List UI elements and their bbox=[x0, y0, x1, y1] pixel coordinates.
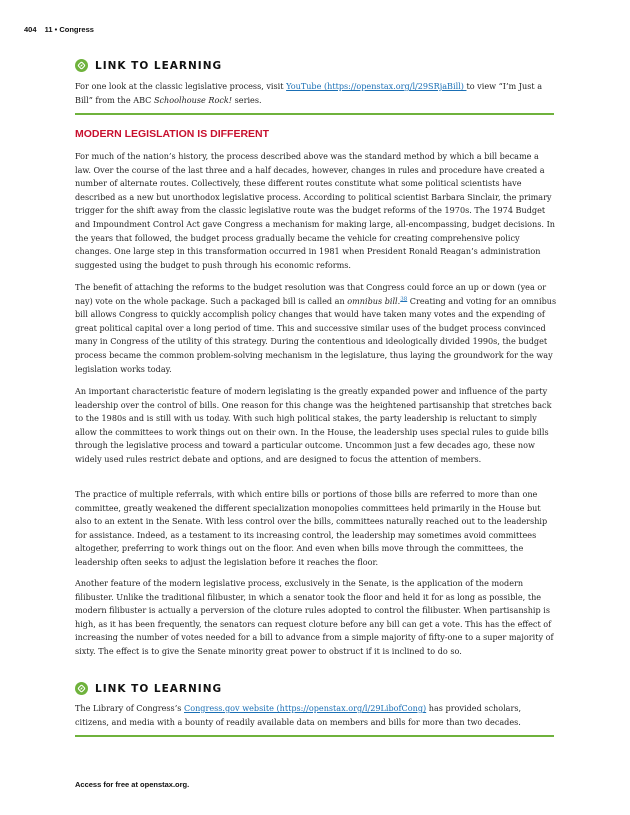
link-to-learning-title: LINK TO LEARNING bbox=[95, 59, 223, 72]
link-to-learning-text-2 bbox=[75, 702, 557, 729]
p2-dot: . bbox=[397, 295, 401, 306]
congress-gov-link[interactable]: Congress.gov website (https://openstax.org/l/29LibofCong) bbox=[184, 703, 427, 713]
p2-text-a: The benefit of attaching the reforms to the budget resolution was that Congress could force an up or down (yea or nay) vote on the whole package. Such a packaged bill is called an bbox=[75, 282, 547, 306]
youtube-link[interactable]: YouTube (https://openstax.org/l/29SRjaBill) bbox=[286, 81, 467, 91]
paragraph-4: The practice of multiple referrals, with which entire bills or portions of those bills are referred to more than one committee, greatly weakened the different specialization monopolies committees held primarily in the House but also to an extent in the Senate. With less control over the bills, committees naturally reached out to the leadership for assistance. Indeed, as a testament to its increasing control, the leadership may sometimes avoid committees altogether, preferring to work things out on the floor. And even when bills move through the committees, the leadership often seeks to adjust the legislation before it reaches the floor. bbox=[75, 489, 548, 567]
link-to-learning-text bbox=[75, 80, 557, 107]
chapter-label: 11 • Congress bbox=[44, 25, 94, 34]
section-heading: MODERN LEGISLATION IS DIFFERENT bbox=[75, 128, 270, 140]
divider-2 bbox=[75, 735, 554, 737]
p2-text-b: Creating and voting for an omnibus bill allows Congress to quickly accomplish policy changes that would have taken many votes and the expending of great political capital over a long period of time. This and successive similar uses of the budget process convinced many in Congress of the utility of this strategy. During the contentious and ideologically divided 1990s, the budget process became the common problem-solving mechanism in the legislature, thus laying the groundwork for the way legislation works today. bbox=[75, 295, 557, 374]
link-to-learning-heading-2 bbox=[75, 682, 222, 695]
link-to-learning-title-2: LINK TO LEARNING bbox=[95, 682, 223, 695]
ltl1-text-b: to view “I’m Just a Bill” from the ABC bbox=[75, 81, 543, 105]
paragraph-2 bbox=[75, 281, 557, 376]
footnote-ref[interactable]: 38 bbox=[400, 295, 408, 302]
paragraph-1: For much of the nation’s history, the process described above was the standard method by which a bill became a law. Over the course of the last three and a half decades, however, changes in rules and procedure have created a number of alternate routes. Collectively, these different routes constitute what some political scientists have described as a new but unorthodox legislative process. According to political scientist Barbara Sinclair, the primary trigger for the shift away from the classic legislative route was the budget reforms of the 1970s. The 1974 Budget and Impoundment Control Act gave Congress a mechanism for making large, all-encompassing, budget decisions. In the years that followed, the budget process gradually became the vehicle for creating comprehensive policy changes. One large step in this transformation occurred in 1981 when President Ronald Reagan’s administration suggested using the budget to push through his economic reforms. bbox=[75, 151, 555, 270]
paragraph-5: Another feature of the modern legislative process, exclusively in the Senate, is the application of the modern filibuster. Unlike the traditional filibuster, in which a senator took the floor and held it for as long as possible, the modern filibuster is actually a perversion of the cloture rules adopted to control the filibuster. When partisanship is high, as it has been frequently, the senators can request cloture before any bill can get a vote. This has the effect of increasing the number of votes needed for a bill to advance from a simple majority of fifty-one to a super majority of sixty. The effect is to give the Senate minority great power to obstruct if it is inclined to do so. bbox=[75, 578, 554, 656]
running-header bbox=[24, 25, 94, 34]
ltl2-text-b: has provided scholars, citizens, and media with a bounty of readily available data on members and bills for more than two decades. bbox=[75, 703, 522, 727]
ltl1-italic: Schoolhouse Rock! bbox=[153, 94, 233, 105]
ltl2-text-a: The Library of Congress’s bbox=[75, 703, 184, 713]
key-term: omnibus bill bbox=[347, 295, 398, 306]
ltl1-text-c: series. bbox=[232, 94, 262, 105]
link-icon bbox=[75, 59, 88, 72]
link-to-learning-heading bbox=[75, 59, 222, 72]
link-icon bbox=[75, 682, 88, 695]
ltl1-text-a: For one look at the classic legislative process, visit bbox=[75, 81, 287, 91]
divider bbox=[75, 113, 554, 115]
paragraph-3: An important characteristic feature of modern legislating is the greatly expanded power and influence of the party leadership over the control of bills. One reason for this change was the heightened partisanship that stretches back to the 1980s and is still with us today. With such high political stakes, the party leadership is reluctant to simply allow the committees to work things out on their own. In the House, the leadership uses special rules to guide bills through the legislative process and toward a particular outcome. Uncommon just a few decades ago, these now widely used rules restrict debate and options, and are designed to focus the attention of members. bbox=[75, 386, 552, 464]
page-number: 404 bbox=[24, 25, 37, 34]
footer-text: Access for free at openstax.org. bbox=[75, 780, 190, 789]
